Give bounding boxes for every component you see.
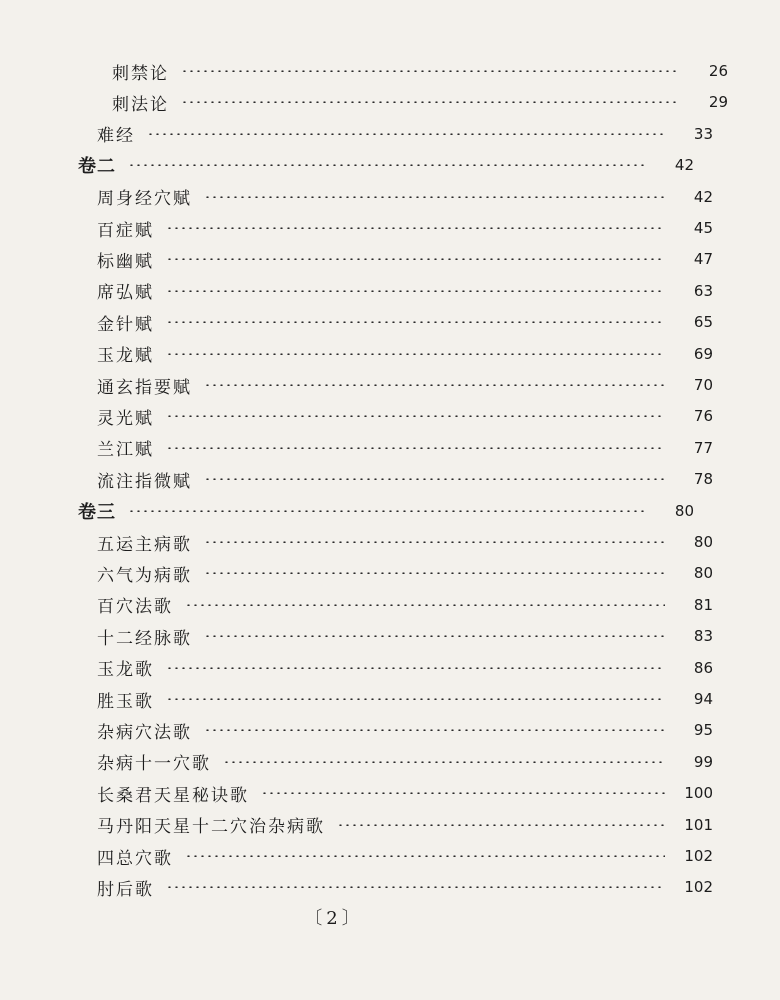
toc-page-number: 78 [693,470,713,489]
toc-entry [0,339,765,369]
toc-entry [0,370,765,400]
toc-entry [0,684,765,714]
toc-page-number: 95 [693,721,713,740]
dot-leader [181,101,680,103]
toc-page-number: 81 [693,595,713,614]
toc-page-number: 100 [684,784,713,803]
dot-leader [128,510,646,512]
toc-page-number: 99 [693,752,713,771]
toc-page-number: 65 [693,313,713,332]
dot-leader [185,855,665,857]
dot-leader [204,572,665,574]
dot-leader [147,133,665,135]
toc-page-number: 63 [693,281,713,300]
toc-entry [0,464,765,494]
toc-entry [0,401,765,431]
toc-entry [0,841,765,871]
toc-entry [0,244,765,274]
dot-leader [204,541,665,543]
dot-leader [166,227,665,229]
dot-leader [166,415,665,417]
dot-leader [166,353,665,355]
dot-leader [204,729,665,731]
toc-page-number: 83 [693,627,713,646]
toc-entry-title: 杂病穴法歌 [97,722,192,743]
toc-entry [0,307,765,337]
toc-entry [0,653,765,683]
toc-entry [0,182,765,212]
dot-leader [337,824,665,826]
toc-page-number: 77 [693,438,713,457]
toc-entry-title: 席弘赋 [97,283,154,304]
toc-entry-title: 流注指微赋 [97,471,192,492]
toc-entry [0,213,765,243]
toc-entry [0,621,765,651]
toc-entry [0,276,765,306]
dot-leader [128,164,646,166]
toc-section-heading [0,150,746,180]
dot-leader [166,258,665,260]
toc-entry [0,558,765,588]
toc-entry-title: 百症赋 [97,220,154,241]
dot-leader [166,698,665,700]
toc-entry [0,778,765,808]
toc-entry-title: 刺法论 [112,94,169,115]
dot-leader [166,447,665,449]
toc-page-number: 86 [693,658,713,677]
dot-leader [166,667,665,669]
toc-entry-title: 肘后歌 [97,879,154,900]
dot-leader [204,478,665,480]
toc-entry [0,119,765,149]
toc-page-number: 102 [684,878,713,897]
toc-page-number: 29 [708,93,728,112]
toc-page-number: 101 [684,815,713,834]
dot-leader [166,321,665,323]
toc-entry-title: 通玄指要赋 [97,377,192,398]
toc-page-number: 33 [693,124,713,143]
toc-entry-title: 周身经穴赋 [97,189,192,210]
toc-entry-title: 百穴法歌 [97,597,173,618]
toc-entry-title: 金针赋 [97,314,154,335]
toc-page-number: 47 [693,250,713,269]
dot-leader [204,635,665,637]
dot-leader [261,792,665,794]
toc-entry [0,872,765,902]
dot-leader [204,384,665,386]
dot-leader [166,886,665,888]
toc-entry-title: 标幽赋 [97,251,154,272]
toc-entry-title: 十二经脉歌 [97,628,192,649]
toc-entry [0,56,780,86]
toc-entry-title: 玉龙歌 [97,660,154,681]
toc-section-heading [0,496,746,526]
toc-entry-title: 刺禁论 [112,63,169,84]
toc-page-number: 94 [693,690,713,708]
toc-entry-title: 玉龙赋 [97,346,154,367]
toc-page-number: 70 [693,376,713,394]
toc-page-number: 76 [693,407,713,426]
dot-leader [223,761,665,763]
toc-entry-title: 卷二 [78,156,116,178]
toc-page-number: 69 [693,344,713,363]
toc-entry-title: 灵光赋 [97,408,154,429]
toc-entry [0,747,765,777]
toc-entry [0,810,765,840]
toc-page-number: 42 [674,156,694,175]
toc-entry-title: 四总穴歌 [97,848,173,869]
toc-page-number: 80 [693,533,713,551]
toc-entry [0,87,780,117]
toc-entry-title: 胜玉歌 [97,691,154,712]
toc-entry-title: 马丹阳天星十二穴治杂病歌 [97,817,325,838]
dot-leader [166,290,665,292]
toc-page-number: 80 [674,501,694,520]
toc-page-number: 26 [708,62,728,80]
toc-entry-title: 长桑君天星秘诀歌 [97,785,249,806]
toc-entry [0,590,765,620]
toc-entry-title: 难经 [97,126,135,147]
toc-page-number: 102 [684,847,713,865]
toc-entry-title: 兰江赋 [97,440,154,461]
toc-entry-title: 五运主病歌 [97,534,192,555]
toc-entry [0,527,765,557]
dot-leader [185,604,665,606]
toc-entry [0,715,765,745]
dot-leader [204,196,665,198]
toc-entry-title: 卷三 [78,501,116,523]
toc-page-number: 80 [693,564,713,583]
toc-entry [0,433,765,463]
toc-entry-title: 杂病十一穴歌 [97,754,211,775]
toc-entry-title: 六气为病歌 [97,565,192,586]
dot-leader [181,70,680,72]
toc-page-number: 42 [693,187,713,206]
toc-page-number: 45 [693,219,713,237]
page-number: 〔2〕 [304,908,364,929]
